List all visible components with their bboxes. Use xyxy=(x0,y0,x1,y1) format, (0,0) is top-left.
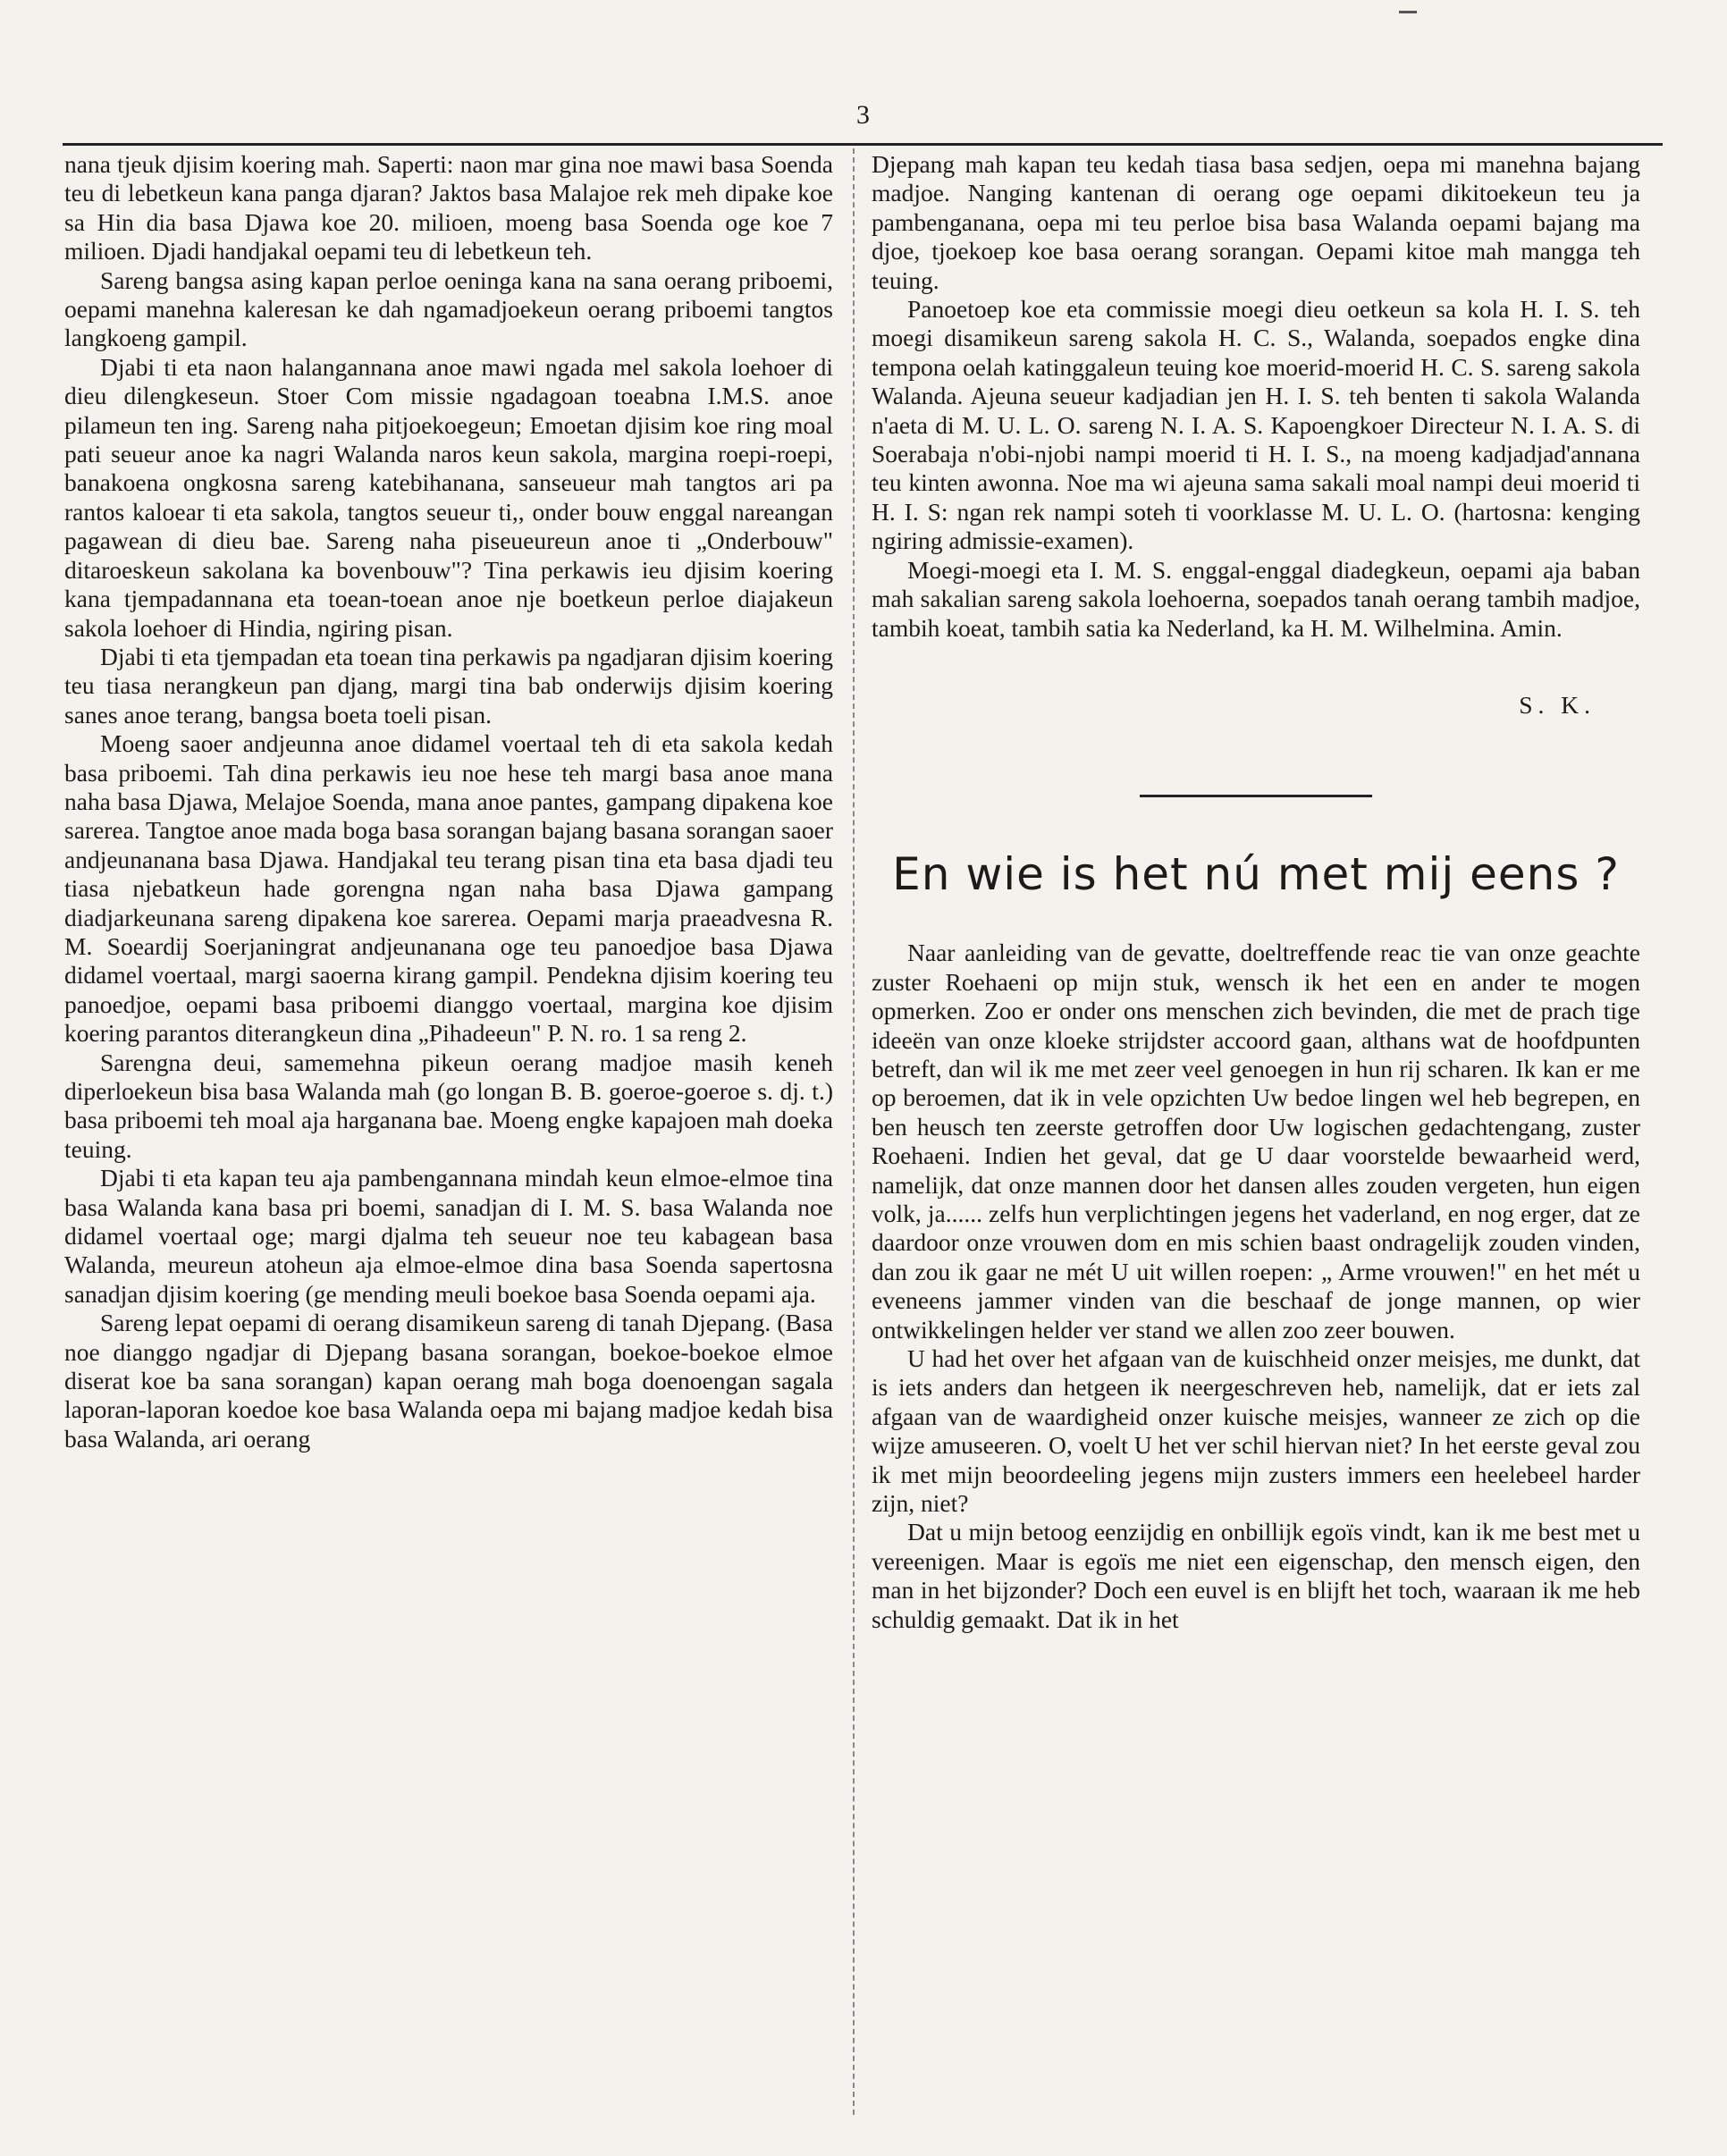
right-paragraph: Djepang mah kapan teu kedah tiasa basa sedjen, oepa mi manehna bajang madjoe. Nanging kantenan di oerang oge oepami dikitoekeun teu ja pambenganana, oepa mi teu perloe bisa basa Walanda oepami bajang ma djoe, tjoekoep koe basa oerang sorangan. Oepami kitoe mah mangga teh teuing. xyxy=(872,150,1640,294)
article-paragraph: U had het over het afgaan van de kuischheid onzer meisjes, me dunkt, dat is iets anders dan hetgeen ik neergeschreven heb, namelijk, dat er iets zal afgaan van de waardigheid onzer kuische meisjes, wanneer ze zich op die wijze amuseeren. O, voelt U het ver schil hiervan niet? In het eerste geval zou ik met mijn beoordeeling jegens mijn zusters immers een heelebeel harder zijn, niet? xyxy=(872,1344,1640,1518)
left-paragraph: Sareng bangsa asing kapan perloe oeninga kana na sana oerang priboemi, oepami manehna kaleresan ke dah ngamadjoekeun oerang priboemi tangtos langkoeng gampil. xyxy=(64,265,833,352)
left-paragraph: Djabi ti eta tjempadan eta toean tina perkawis pa ngadjaran djisim koering teu tiasa nerangkeun pan djang, margi tina bab onderwijs djisim koering sanes anoe terang, bangsa boeta toeli pisan. xyxy=(64,642,833,728)
left-paragraph: Djabi ti eta naon halangannana anoe mawi ngada mel sakola loehoer di dieu dilengkeseun. Stoer Com missie ngadagoan toeabna I.M.S. anoe pilameun ten ing. Sareng naha pitjoekoegeun; Emoetan djisim koe ring moal pati seueur anoe ka nagri Walanda naros keun sakola, margina roepi-roepi, banakoena ongkosna sareng katebihanana, sanseueur mah tangtos ari pa rantos kaloear ti eta sakola, tangtos seueur ti,, onder bouw enggal nareangan pagawean di dieu bae. Sareng naha piseueureun anoe ti „Onderbouw" ditaroeskeun sakolana ka bovenbouw"? Tina perkawis ieu djisim koering kana tjempadannana eta toean-toean anoe nje boetkeun perloe diajakeun sakola loehoer di Hindia, ngiring pisan. xyxy=(64,352,833,642)
header-rule xyxy=(63,143,1663,146)
left-paragraph: Moeng saoer andjeunna anoe didamel voertaal teh di eta sakola kedah basa priboemi. Tah dina perkawis ieu noe hese teh margi basa anoe mana naha basa Djawa, Melajoe Soenda, mana anoe pantes, gampang dipakena koe sarerea. Tangtoe anoe mada boga basa sorangan bajang basana sorangan saoer andjeunanana basa Djawa. Handjakal teu terang pisan tina eta basa djadi teu tiasa njebatkeun hade gorengna ngan naha basa Djawa gampang diadjarkeunana sareng dipakena koe sarerea. Oepami marja praeadvesna R. M. Soeardij Soerjaningrat andjeunanana oge teu panoedjoe basa Djawa didamel voertaal, margi saoerna kirang gampil. Pendekna djisim koering teu panoedjoe, oepami basa priboemi dianggo voertaal, margina koe djisim koering parantos diterangkeun dina „Pihadeeun" P. N. ro. 1 sa reng 2. xyxy=(64,729,833,1048)
author-signature: S. K. xyxy=(1519,690,1596,719)
right-paragraph: Moegi-moegi eta I. M. S. enggal-enggal diadegkeun, oepami aja baban mah sakalian sareng sakola loehoerna, soepados tanah oerang tambih madjoe, tambih koeat, tambih satia ka Nederland, ka H. M. Wilhelmina. Amin. xyxy=(872,555,1640,642)
column-divider xyxy=(853,148,855,2115)
print-mark xyxy=(1399,11,1417,13)
article-title: En wie is het nú met mij eens ? xyxy=(892,848,1620,901)
left-paragraph: Sarengna deui, samemehna pikeun oerang madjoe masih keneh diperloekeun bisa basa Walanda mah (go longan B. B. goeroe-goeroe s. dj. t.) basa priboemi teh moal aja harganana bae. Moeng engke kapajoen mah doeka teuing. xyxy=(64,1048,833,1163)
page-number: 3 xyxy=(856,100,871,130)
right-paragraph: Panoetoep koe eta commissie moegi dieu oetkeun sa kola H. I. S. teh moegi disamikeun sareng sakola H. C. S., Walanda, soepados engke dina tempona oelah katinggaleun teuing koe moerid-moerid H. C. S. sareng sakola Walanda. Ajeuna seueur kadjadian jen H. I. S. teh benten ti sakola Walanda n'aeta di M. U. L. O. sareng N. I. A. S. Kapoengkoer Directeur N. I. A. S. di Soerabaja n'obi-njobi nampi moerid ti H. I. S., na moeng kadjadjad'annana teu kinten awonna. Noe ma wi ajeuna sama sakali moal nampi deui moerid ti H. I. S: ngan rek nampi soteh ti voorklasse M. U. L. O. (hartosna: kenging ngiring admissie-examen). xyxy=(872,295,1640,555)
article-separator xyxy=(1140,795,1372,797)
article-paragraph: Naar aanleiding van de gevatte, doeltreffende reac tie van onze geachte zuster Roehaeni op mijn stuk, wensch ik het een en ander te mogen opmerken. Zoo er onder ons menschen zich bevinden, die met de prach tige ideeën van onze kloeke strijdster accoord gaan, althans wat de hoofdpunten betreft, dan wil ik me met zeer veel genoegen in hun rij scharen. Ik kan er me op beroemen, dat ik in vele opzichten Uw bedoe lingen wel heb begrepen, en ben heusch ten zeerste getroffen door Uw logischen gedachtengang, zuster Roehaeni. Indien het geval, dat ge U daar voorstelde bewaarheid werd, namelijk, dat onze mannen door het dansen alles zouden vergeten, hun eigen volk, ja...... zelfs hun verplichtingen jegens het vaderland, en nog erger, dat ze daardoor onze vrouwen dom en mis schien baast ondragelijk zouden vinden, dan zou ik gaar ne mét U uit willen roepen: „ Arme vrouwen!" en het mét u eveneens jammer vinden van die beschaaf de jonge mannen, op wier ontwikkelingen helder ver stand we allen zoo zeer bouwen. xyxy=(872,939,1640,1343)
right-column xyxy=(872,150,1640,1634)
left-column xyxy=(64,150,833,1453)
left-paragraph: nana tjeuk djisim koering mah. Saperti: naon mar gina noe mawi basa Soenda teu di lebetkeun kana panga djaran? Jaktos basa Malajoe rek meh dipake koe sa Hin dia basa Djawa koe 20. milioen, moeng basa Soenda oge koe 7 milioen. Djadi handjakal oepami teu di lebetkeun teh. xyxy=(64,150,833,265)
article-paragraph: Dat u mijn betoog eenzijdig en onbillijk egoïs vindt, kan ik me best met u vereenigen. Maar is egoïs me niet een eigenschap, den mensch eigen, den man in het bijzonder? Doch een euvel is en blijft het toch, waaraan ik me heb schuldig gemaakt. Dat ik in het xyxy=(872,1518,1640,1633)
left-paragraph: Djabi ti eta kapan teu aja pambengannana mindah keun elmoe-elmoe tina basa Walanda kana basa pri boemi, sanadjan di I. M. S. basa Walanda noe didamel voertaal oge; margi djalma teh seueur noe teu kabagean basa Walanda, meureun atoheun aja elmoe-elmoe dina basa Soenda sapertosna sanadjan djisim koering (ge mending meuli boekoe basa Soenda oepami aja. xyxy=(64,1164,833,1308)
left-paragraph: Sareng lepat oepami di oerang disamikeun sareng di tanah Djepang. (Basa noe dianggo ngadjar di Djepang basana sorangan, boekoe-boekoe elmoe diserat koe ba sana sorangan) kapan oerang mah boga doenoengan sagala laporan-laporan koedoe koe basa Walanda oepa mi bajang madjoe kedah bisa basa Walanda, ari oerang xyxy=(64,1309,833,1453)
